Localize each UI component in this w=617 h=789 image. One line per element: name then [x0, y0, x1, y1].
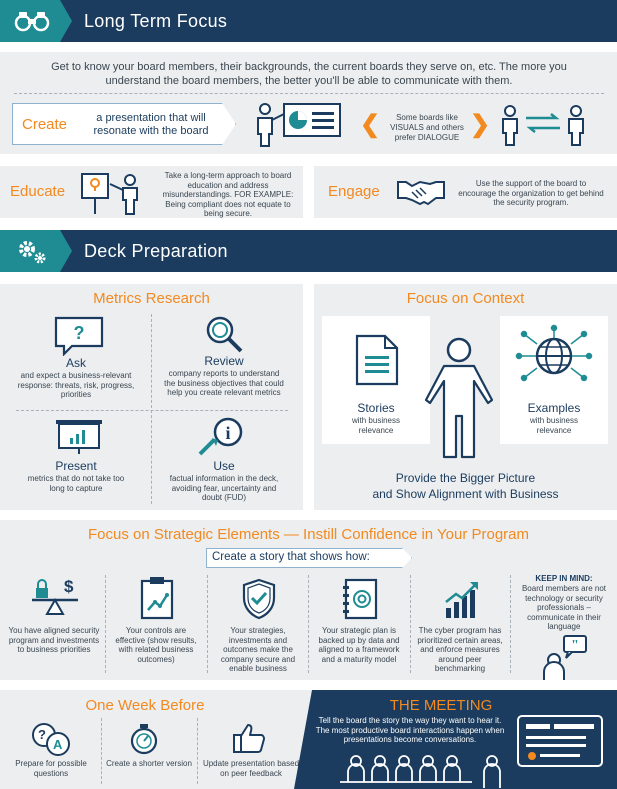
teacher-board-icon	[80, 170, 150, 216]
week-divider-1	[101, 718, 102, 784]
context-title: Focus on Context	[406, 290, 525, 307]
info-hand-icon	[198, 416, 246, 456]
review-text: company reports to understand the business objectives that could help you create relevant metrics	[164, 369, 284, 397]
qa-answer-letter: A	[53, 737, 63, 752]
story-tag: Create a story that shows how:	[212, 551, 370, 563]
keep-in-mind-text: Board members are not technology or security professionals – communicate in their language	[521, 584, 607, 631]
svg-text:": "	[571, 638, 579, 653]
week-title: One Week Before	[85, 697, 205, 714]
present-text: metrics that do not take too long to capture	[27, 474, 125, 493]
educate-text: Take a long-term approach to board education and address misunderstandings. FOR EXAMPLE: Being compliant does not equate to being secure.	[162, 171, 294, 218]
section-title-long-term: Long Term Focus	[84, 11, 228, 31]
use-label: Use	[213, 459, 235, 473]
growth-chart-icon	[442, 578, 482, 620]
metrics-divider-h	[16, 410, 288, 411]
examples-text: with business relevance	[529, 416, 579, 435]
question-bubble-icon	[54, 316, 104, 356]
binoculars-icon	[14, 10, 50, 32]
meeting-table-icon	[340, 752, 510, 789]
dialogue-people-icon	[500, 104, 586, 148]
strategic-divider-3	[308, 575, 309, 673]
meeting-title: THE MEETING	[389, 697, 493, 714]
presenter-chart-icon	[254, 100, 350, 148]
ask-label: Ask	[65, 356, 86, 370]
presentation-screen-icon	[516, 714, 604, 768]
svg-text:i: i	[225, 423, 231, 443]
week-item-2: Create a shorter version	[106, 759, 192, 768]
qa-bubbles-icon	[30, 722, 72, 758]
create-label: Create	[22, 116, 68, 133]
intro-divider	[14, 93, 604, 94]
globe-network-icon	[514, 324, 594, 388]
create-text: a presentation that will resonate with the board	[93, 112, 209, 137]
strategic-divider-5	[510, 575, 511, 673]
gears-icon	[16, 238, 48, 266]
magnifier-icon	[204, 314, 244, 354]
strategic-item-5: The cyber program has prioritized certain areas, and enforce measures around peer benchmarking	[417, 626, 503, 673]
week-item-1: Prepare for possible questions	[15, 759, 87, 778]
intro-text: Get to know your board members, their backgrounds, the current boards they serve on, etc. The more you understand the board members, the better you'll be able to communicate with them.	[51, 61, 567, 87]
strategic-item-2: Your controls are effective (show results, with related business outcomes)	[115, 626, 197, 664]
week-item-3: Update presentation based on peer feedback	[202, 759, 300, 778]
dollar-icon: $	[64, 577, 74, 596]
visuals-text: Some boards like VISUALS and others prefer DIALOGUE	[390, 113, 464, 142]
chevron-right-icon: ❯	[470, 111, 491, 138]
strategic-divider-4	[410, 575, 411, 673]
strategic-item-4: Your strategic plan is backed up by data and aligned to a framework and a maturity model	[318, 626, 400, 664]
handshake-icon	[396, 176, 446, 208]
notebook-target-icon	[342, 578, 378, 620]
shield-check-icon	[242, 578, 276, 620]
chevron-left-icon: ❮	[360, 111, 381, 138]
meeting-text: Tell the board the story the way they want to hear it. The most productive board interactions happen when presentations become conversations.	[315, 716, 505, 744]
bigger-picture: Provide the Bigger Picture	[395, 471, 536, 485]
strategic-item-3: Your strategies, investments and outcomes make the company secure and enable business	[220, 626, 296, 673]
person-icon	[418, 336, 500, 460]
strategic-title: Focus on Strategic Elements — Instill Confidence in Your Program	[87, 526, 530, 543]
document-icon	[355, 334, 399, 386]
clipboard-chart-icon	[140, 576, 174, 620]
person-speech-icon	[540, 634, 590, 680]
engage-label: Engage	[328, 183, 380, 200]
stopwatch-icon	[128, 722, 160, 756]
section-title-deck: Deck Preparation	[84, 241, 228, 261]
stories-label: Stories	[357, 401, 395, 415]
presentation-board-icon	[54, 418, 104, 456]
engage-text: Use the support of the board to encourage the organization to get behind the security program.	[458, 179, 604, 207]
strategic-divider-2	[207, 575, 208, 673]
thumbs-up-icon	[232, 722, 266, 754]
educate-label: Educate	[10, 183, 66, 200]
present-label: Present	[55, 459, 97, 473]
metrics-divider-v	[151, 314, 152, 504]
keep-in-mind-title: KEEP IN MIND:	[535, 574, 593, 583]
metrics-title: Metrics Research	[93, 290, 210, 307]
svg-text:?: ?	[73, 323, 85, 343]
use-text: factual information in the deck, avoiding fear, uncertainty and doubt (FUD)	[169, 474, 279, 502]
qa-question-mark: ?	[38, 727, 46, 742]
strategic-item-1: You have aligned security program and investments to business priorities	[8, 626, 100, 654]
examples-label: Examples	[527, 401, 581, 415]
stories-text: with business relevance	[351, 416, 401, 435]
ask-text: and expect a business-relevant response: threats, risk, progress, priorities	[17, 371, 135, 399]
review-label: Review	[204, 354, 244, 368]
week-divider-2	[197, 718, 198, 784]
alignment-text: and Show Alignment with Business	[372, 487, 559, 501]
strategic-divider-1	[105, 575, 106, 673]
